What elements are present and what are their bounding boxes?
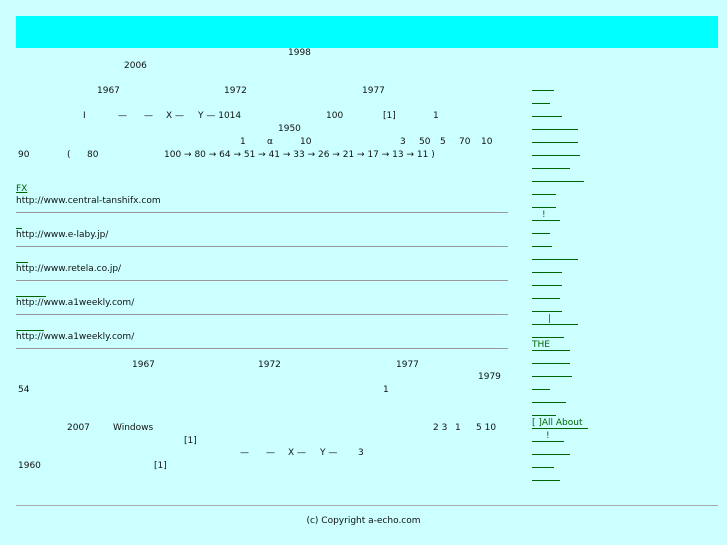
divider bbox=[16, 212, 508, 213]
sidebar-link[interactable] bbox=[532, 275, 562, 286]
sidebar-link[interactable] bbox=[532, 418, 588, 429]
text-fragment: 5 10 bbox=[476, 423, 497, 433]
text-fragment: 100 → 80 → 64 → 51 → 41 → 33 → 26 → 21 → 17 → 13 → 11 ) bbox=[164, 150, 435, 160]
divider bbox=[16, 280, 508, 281]
text-fragment: Y — bbox=[320, 448, 338, 458]
text-fragment: — bbox=[240, 448, 249, 458]
link-underline bbox=[532, 207, 556, 208]
link-underline bbox=[532, 168, 570, 169]
link-underline bbox=[532, 142, 578, 143]
sidebar-link[interactable] bbox=[532, 444, 570, 455]
text-fragment: 1977 bbox=[396, 360, 419, 370]
sidebar-link[interactable] bbox=[532, 80, 554, 91]
text-fragment: 10 bbox=[481, 137, 493, 147]
text-fragment: 1967 bbox=[132, 360, 155, 370]
sidebar-link[interactable] bbox=[532, 184, 556, 195]
link-underline bbox=[532, 103, 550, 104]
text-fragment: 2006 bbox=[124, 61, 147, 71]
footer-divider bbox=[16, 505, 718, 506]
sidebar-link[interactable] bbox=[532, 171, 584, 182]
text-fragment: 1 bbox=[383, 385, 389, 395]
link-underline bbox=[532, 298, 560, 299]
sidebar-link[interactable] bbox=[532, 223, 550, 234]
link-underline bbox=[532, 363, 570, 364]
link-underline bbox=[532, 454, 570, 455]
link-underline bbox=[532, 415, 556, 416]
divider bbox=[16, 246, 508, 247]
link-underline bbox=[532, 272, 562, 273]
sidebar-link[interactable] bbox=[532, 379, 550, 390]
text-fragment: 3 bbox=[358, 448, 364, 458]
link-url: http://www.a1weekly.com/ bbox=[16, 298, 135, 308]
sidebar-link[interactable] bbox=[532, 106, 562, 117]
link-underline bbox=[532, 116, 562, 117]
sidebar-link[interactable] bbox=[532, 262, 562, 273]
link-underline bbox=[532, 194, 556, 195]
link-underline bbox=[532, 376, 572, 377]
text-fragment: 90 bbox=[18, 150, 30, 160]
copyright-text: (c) Copyright a-echo.com bbox=[306, 516, 421, 526]
link-underline bbox=[532, 480, 560, 481]
text-fragment: 80 bbox=[87, 150, 99, 160]
link-underline bbox=[532, 324, 578, 325]
link-title[interactable] bbox=[16, 320, 44, 331]
sidebar-link[interactable] bbox=[532, 210, 560, 221]
sidebar-link[interactable] bbox=[532, 119, 578, 130]
link-underline bbox=[532, 129, 578, 130]
link-underline bbox=[532, 389, 550, 390]
text-fragment: 1950 bbox=[278, 124, 301, 134]
text-fragment: [1] bbox=[184, 436, 197, 446]
text-fragment: [1] bbox=[383, 111, 396, 121]
sidebar-link[interactable] bbox=[532, 327, 564, 338]
text-fragment: 5 bbox=[440, 137, 446, 147]
sidebar-link[interactable] bbox=[532, 301, 562, 312]
text-fragment: ( bbox=[67, 150, 71, 160]
text-fragment: 1 bbox=[433, 111, 439, 121]
link-underline bbox=[532, 181, 584, 182]
text-fragment: 1 bbox=[240, 137, 246, 147]
link-underline bbox=[532, 259, 578, 260]
sidebar-link[interactable] bbox=[532, 132, 578, 143]
sidebar-link-label: [ ]All About bbox=[532, 418, 583, 428]
divider bbox=[16, 348, 508, 349]
sidebar-link-label: | bbox=[548, 314, 552, 324]
link-url: http://www.retela.co.jp/ bbox=[16, 264, 122, 274]
divider bbox=[16, 314, 508, 315]
sidebar-link[interactable] bbox=[532, 457, 554, 468]
sidebar-link[interactable] bbox=[532, 405, 556, 416]
text-fragment: 1972 bbox=[258, 360, 281, 370]
sidebar-link-label: ! bbox=[546, 431, 550, 441]
link-title[interactable] bbox=[16, 286, 46, 297]
sidebar-link[interactable] bbox=[532, 145, 580, 156]
text-fragment: 1972 bbox=[224, 86, 247, 96]
link-url: http://www.central-tanshifx.com bbox=[16, 196, 161, 206]
link-underline bbox=[532, 220, 560, 221]
link-underline bbox=[532, 428, 588, 429]
link-title[interactable]: FX bbox=[16, 184, 28, 194]
text-fragment: — bbox=[118, 111, 127, 121]
sidebar-link[interactable] bbox=[532, 366, 572, 377]
link-underline bbox=[532, 467, 554, 468]
link-underline bbox=[532, 402, 566, 403]
text-fragment: 2 3 bbox=[433, 423, 448, 433]
link-underline bbox=[532, 90, 554, 91]
text-fragment: 1977 bbox=[362, 86, 385, 96]
text-fragment: — bbox=[144, 111, 153, 121]
text-fragment: [1] bbox=[154, 461, 167, 471]
text-fragment: 1960 bbox=[18, 461, 41, 471]
text-fragment: Y — 1014 bbox=[198, 111, 242, 121]
text-fragment: 70 bbox=[459, 137, 471, 147]
sidebar-link[interactable] bbox=[532, 249, 578, 260]
header-bar bbox=[16, 16, 718, 48]
sidebar-link[interactable] bbox=[532, 197, 556, 208]
link-title[interactable] bbox=[16, 252, 28, 263]
text-fragment: 2007 bbox=[67, 423, 90, 433]
sidebar-link[interactable] bbox=[532, 431, 564, 442]
text-fragment: 3 bbox=[400, 137, 406, 147]
link-underline bbox=[532, 350, 570, 351]
text-fragment: 100 bbox=[326, 111, 344, 121]
sidebar-link[interactable] bbox=[532, 93, 550, 104]
sidebar-link[interactable] bbox=[532, 314, 578, 325]
link-underline bbox=[532, 441, 564, 442]
link-url: http://www.a1weekly.com/ bbox=[16, 332, 135, 342]
text-fragment: 50 bbox=[419, 137, 431, 147]
text-fragment: X — bbox=[288, 448, 307, 458]
text-fragment: 1979 bbox=[478, 372, 501, 382]
text-fragment: X — bbox=[166, 111, 185, 121]
sidebar-link[interactable] bbox=[532, 288, 560, 299]
text-fragment: α bbox=[267, 137, 273, 147]
text-fragment: 54 bbox=[18, 385, 30, 395]
text-fragment: — bbox=[266, 448, 275, 458]
text-fragment: Windows bbox=[113, 423, 154, 433]
link-underline bbox=[532, 337, 564, 338]
sidebar-link[interactable] bbox=[532, 392, 566, 403]
link-underline bbox=[532, 155, 580, 156]
link-underline bbox=[532, 246, 552, 247]
sidebar-link[interactable] bbox=[532, 158, 570, 169]
sidebar-link[interactable] bbox=[532, 470, 560, 481]
sidebar-link[interactable] bbox=[532, 236, 552, 247]
sidebar-link-label: THE bbox=[532, 340, 550, 350]
text-fragment: I bbox=[83, 111, 86, 121]
link-title[interactable] bbox=[16, 218, 22, 229]
text-fragment: 1 bbox=[455, 423, 461, 433]
sidebar-link[interactable] bbox=[532, 353, 570, 364]
link-underline bbox=[532, 233, 550, 234]
link-underline bbox=[532, 285, 562, 286]
text-fragment: 10 bbox=[300, 137, 312, 147]
link-url: http://www.e-laby.jp/ bbox=[16, 230, 109, 240]
link-underline bbox=[532, 311, 562, 312]
text-fragment: 1998 bbox=[288, 48, 311, 58]
sidebar-link[interactable] bbox=[532, 340, 570, 351]
text-fragment: 1967 bbox=[97, 86, 120, 96]
sidebar-link-label: ! bbox=[542, 210, 546, 220]
